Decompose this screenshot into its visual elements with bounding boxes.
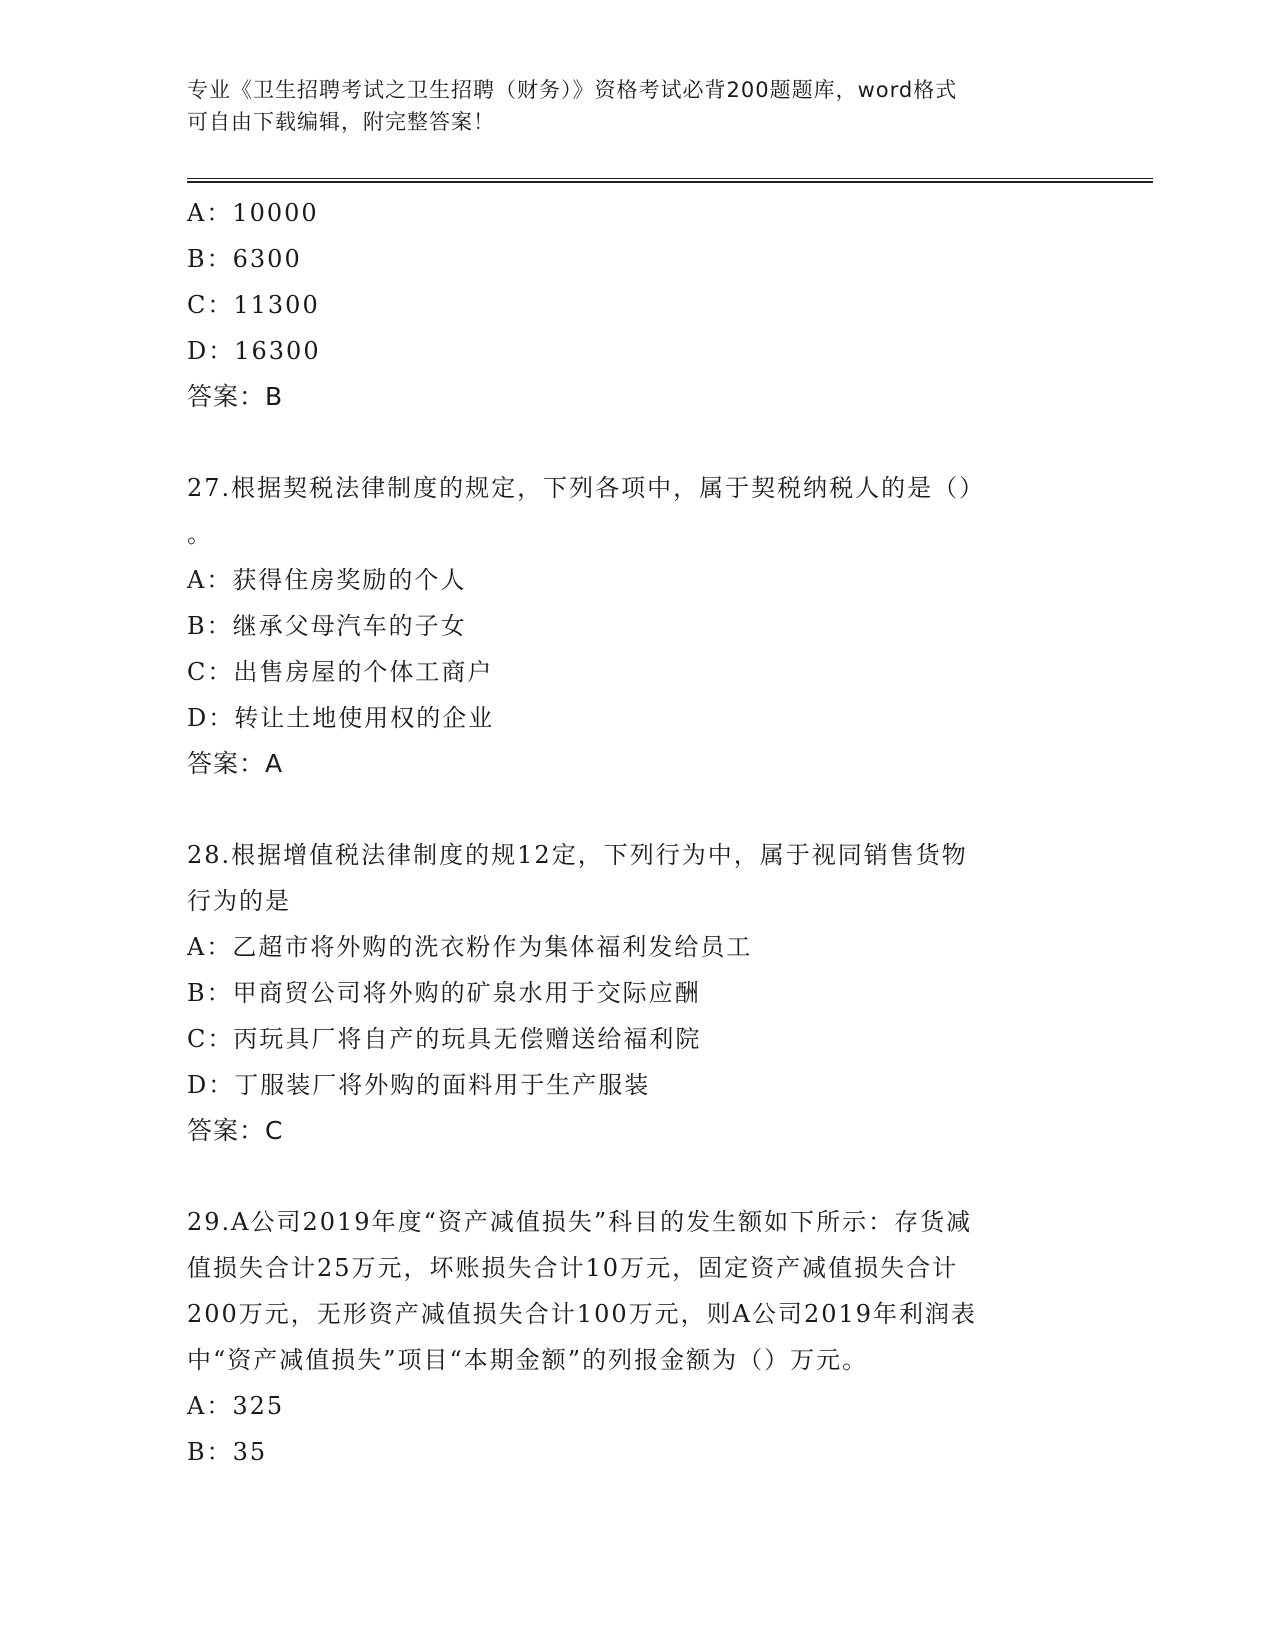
question-stem: 值损失合计25万元，坏账损失合计10万元，固定资产减值损失合计 [187, 1254, 959, 1282]
question-stem: 29.A公司2019年度“资产减值损失”科目的发生额如下所示：存货减 [187, 1208, 973, 1236]
question-stem: 行为的是 [187, 887, 291, 915]
question-content [187, 190, 1087, 1475]
spacer [187, 420, 1087, 465]
option-d: D：转让土地使用权的企业 [187, 704, 495, 732]
page-header [187, 74, 1067, 138]
answer: 答案：A [187, 749, 284, 778]
option-c: C：出售房屋的个体工商户 [187, 658, 494, 686]
option-d: D：丁服装厂将外购的面料用于生产服装 [187, 1071, 651, 1099]
header-title-line-1: 专业《卫生招聘考试之卫生招聘（财务）》资格考试必背200题题库，word格式 [187, 78, 958, 102]
option-a: A：获得住房奖励的个人 [187, 566, 467, 594]
question-stem: 中“资产减值损失”项目“本期金额”的列报金额为（）万元。 [187, 1346, 869, 1374]
answer: 答案：C [187, 1116, 284, 1145]
option-b: B：甲商贸公司将外购的矿泉水用于交际应酬 [187, 979, 701, 1007]
option-d: D：16300 [187, 337, 321, 365]
option-b: B：继承父母汽车的子女 [187, 612, 467, 640]
answer: 答案：B [187, 382, 284, 411]
question-27 [187, 465, 1087, 787]
option-c: C：11300 [187, 291, 320, 319]
question-stem: 27.根据契税法律制度的规定，下列各项中，属于契税纳税人的是（） [187, 474, 986, 502]
header-divider [187, 178, 1153, 183]
question-29 [187, 1199, 1087, 1475]
question-stem: 28.根据增值税法律制度的规12定，下列行为中，属于视同销售货物 [187, 841, 968, 869]
option-b: B：6300 [187, 245, 302, 273]
spacer [187, 1154, 1087, 1199]
question-26 [187, 190, 1087, 420]
option-a: A：乙超市将外购的洗衣粉作为集体福利发给员工 [187, 933, 753, 961]
question-stem: 200万元，无形资产减值损失合计100万元，则A公司2019年利润表 [187, 1300, 978, 1328]
question-28 [187, 832, 1087, 1154]
option-c: C：丙玩具厂将自产的玩具无偿赠送给福利院 [187, 1025, 702, 1053]
option-a: A：325 [187, 1392, 285, 1420]
option-a: A：10000 [187, 199, 319, 227]
header-title-line-2: 可自由下载编辑，附完整答案！ [187, 110, 495, 134]
question-stem: 。 [187, 520, 213, 548]
option-b: B：35 [187, 1438, 268, 1466]
spacer [187, 787, 1087, 832]
